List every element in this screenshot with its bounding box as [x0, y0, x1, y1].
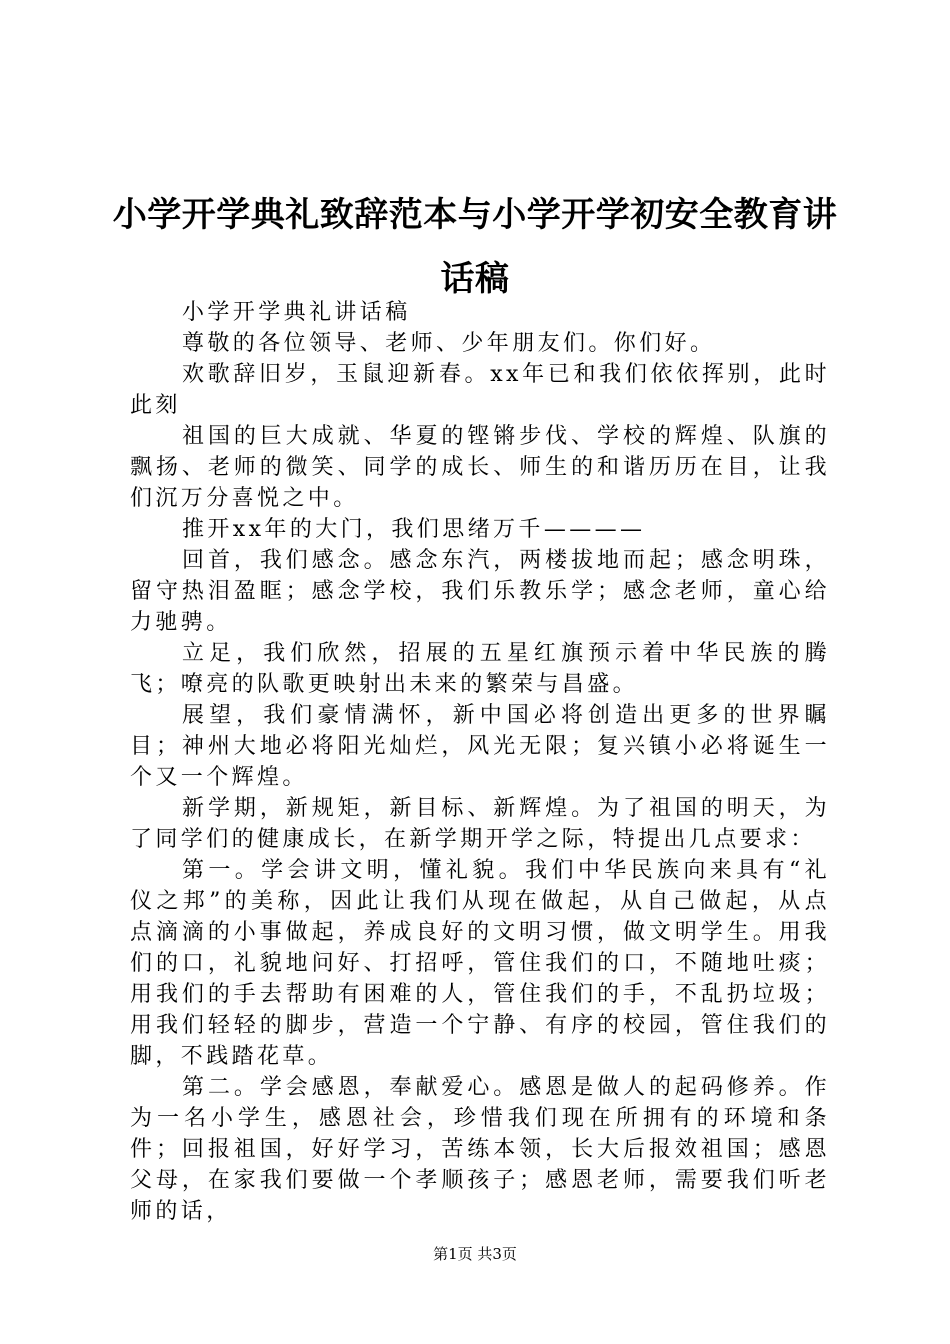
- document-title: 小学开学典礼致辞范本与小学开学初安全教育讲话稿: [112, 195, 838, 299]
- document-body: [130, 297, 830, 1227]
- paragraph: 尊敬的各位领导、老师、少年朋友们。你们好。: [182, 331, 716, 356]
- paragraph: 展望，我们豪情满怀，新中国必将创造出更多的世界瞩目；神州大地必将阳光灿烂，风光无限；复兴镇小必将诞生一个又一个辉煌。: [130, 703, 830, 790]
- paragraph: 推开xx年的大门，我们思绪万千————: [182, 517, 646, 542]
- paragraph: 立足，我们欣然，招展的五星红旗预示着中华民族的腾飞；嘹亮的队歌更映射出未来的繁荣与昌盛。: [130, 641, 830, 697]
- page-footer: 第1页 共3页: [433, 1245, 517, 1263]
- paragraph: 第二。学会感恩，奉献爱心。感恩是做人的起码修养。作为一名小学生，感恩社会，珍惜我们现在所拥有的环境和条件；回报祖国，好好学习，苦练本领，长大后报效祖国；感恩父母，在家我们要做一个孝顺孩子；感恩老师，需要我们听老师的话，: [130, 1075, 830, 1224]
- paragraph: 小学开学典礼讲话稿: [182, 300, 411, 325]
- paragraph: 回首，我们感念。感念东汽，两楼拔地而起；感念明珠，留守热泪盈眶；感念学校，我们乐教乐学；感念老师，童心给力驰骋。: [130, 548, 830, 635]
- paragraph: 新学期，新规矩，新目标、新辉煌。为了祖国的明天，为了同学们的健康成长，在新学期开学之际，特提出几点要求：: [130, 796, 830, 852]
- paragraph: 祖国的巨大成就、华夏的铿锵步伐、学校的辉煌、队旗的飘扬、老师的微笑、同学的成长、师生的和谐历历在目，让我们沉万分喜悦之中。: [130, 424, 830, 511]
- paragraph: 第一。学会讲文明，懂礼貌。我们中华民族向来具有“礼仪之邦”的美称，因此让我们从现在做起，从自己做起，从点点滴滴的小事做起，养成良好的文明习惯，做文明学生。用我们的口，礼貌地问好、打招呼，管住我们的口，不随地吐痰；用我们的手去帮助有困难的人，管住我们的手，不乱扔垃圾；用我们轻轻的脚步，营造一个宁静、有序的校园，管住我们的脚，不践踏花草。: [130, 858, 830, 1069]
- paragraph: 欢歌辞旧岁，玉鼠迎新春。xx年已和我们依依挥别，此时此刻: [130, 362, 830, 418]
